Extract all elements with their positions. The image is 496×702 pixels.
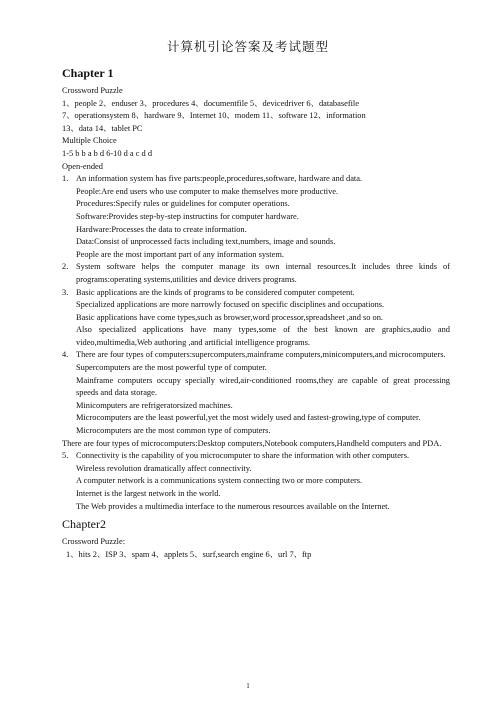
chapter2-heading: Chapter2	[62, 517, 106, 532]
crossword-label: Crossword Puzzle:	[62, 537, 126, 547]
crossword-answers-line: 1、people 2、enduser 3、procedures 4、documentfile 5、devicedriver 6、databasefile	[62, 98, 359, 108]
answer-line: There are four types of microcomputers:Desktop computers,Notebook computers,Handheld computers and PDA.	[62, 438, 442, 448]
list-item: 1. An information system has five parts:people,procedures,software, hardware and data.	[62, 174, 363, 184]
document-content	[62, 66, 450, 561]
list-item: 2. System software helps the computer manage its own internal resources.It includes three kinds of programs:operating systems,utilities and device drivers programs.	[62, 262, 450, 284]
answer-line: The Web provides a multimedia interface to the numerous resources available on the Internet.	[76, 501, 390, 511]
answer-line: A computer network is a communications system connecting two or more computers.	[76, 476, 363, 486]
crossword-label: Crossword Puzzle	[62, 86, 123, 95]
answer-line: Mainframe computers occupy specially wired,air-conditioned rooms,they are capable of great processing speeds and data storage.	[76, 375, 450, 398]
open-ended-list	[62, 173, 450, 513]
answer-line: Supercomputers are the most powerful type of computer.	[76, 363, 267, 373]
answer-line: Data:Consist of unprocessed facts including text,numbers, image and sounds.	[76, 237, 336, 247]
list-item: 3. Basic applications are the kinds of programs to be considered computer competent.	[62, 287, 355, 297]
document-title: 计算机引论答案及考试题型	[166, 40, 329, 54]
open-ended-label: Open-ended	[62, 161, 103, 171]
answer-line: Wireless revolution dramatically affect connectivity.	[76, 463, 252, 473]
chapter1-heading: Chapter 1	[62, 66, 114, 80]
answer-line: Minicomputers are refrigeratorsized machines.	[76, 400, 233, 410]
answer-line: Internet is the largest network in the world.	[76, 489, 221, 498]
answer-line: Procedures:Specify rules or guidelines for computer operations.	[76, 199, 290, 209]
answer-line: Software:Provides step-by-step instructins for computer hardware.	[76, 211, 299, 221]
multiple-choice-label: Multiple Choice	[62, 136, 117, 146]
page-number: 1	[246, 682, 250, 690]
crossword-answers-line: 1、hits 2、ISP 3、spam 4、applets 5、surf,search engine 6、url 7、ftp	[66, 549, 312, 559]
answer-line: Also specialized applications have many types,some of the best known are graphics,audio and video,multimedia,Web authoring ,and artificial intelligence programs.	[76, 325, 450, 347]
answer-line: Basic applications have come types,such as browser,word processor,spreadsheet ,and so on.	[76, 312, 384, 322]
answer-line: Microcomputers are the least powerful,yet the most widely used and fastest-growing,type of computer.	[76, 413, 421, 423]
multiple-choice-answers: 1-5 b b a b d 6-10 d a c d d	[62, 148, 153, 158]
crossword-answers-line: 7、operationsystem 8、hardware 9、Internet 10、modem 11、software 12、information	[62, 111, 366, 121]
answer-line: Microcomputers are the most common type of computers.	[76, 426, 271, 436]
answer-line: People:Are end users who use computer to make themselves more productive.	[76, 186, 339, 196]
list-item: 4. There are four types of computers:supercomputers,mainframe computers,minicomputers,and microcomputers.	[62, 350, 446, 360]
answer-line: Specialized applications are more narrowly focused on specific disciplines and occupations.	[76, 300, 385, 310]
crossword-answers-line: 13、data 14、tablet PC	[62, 123, 143, 133]
answer-line: Hardware:Processes the data to create information.	[76, 224, 247, 234]
answer-line: People are the most important part of any information system.	[76, 249, 284, 259]
list-item: 5. Connectivity is the capability of you microcomputer to share the information with other computers.	[62, 451, 410, 461]
